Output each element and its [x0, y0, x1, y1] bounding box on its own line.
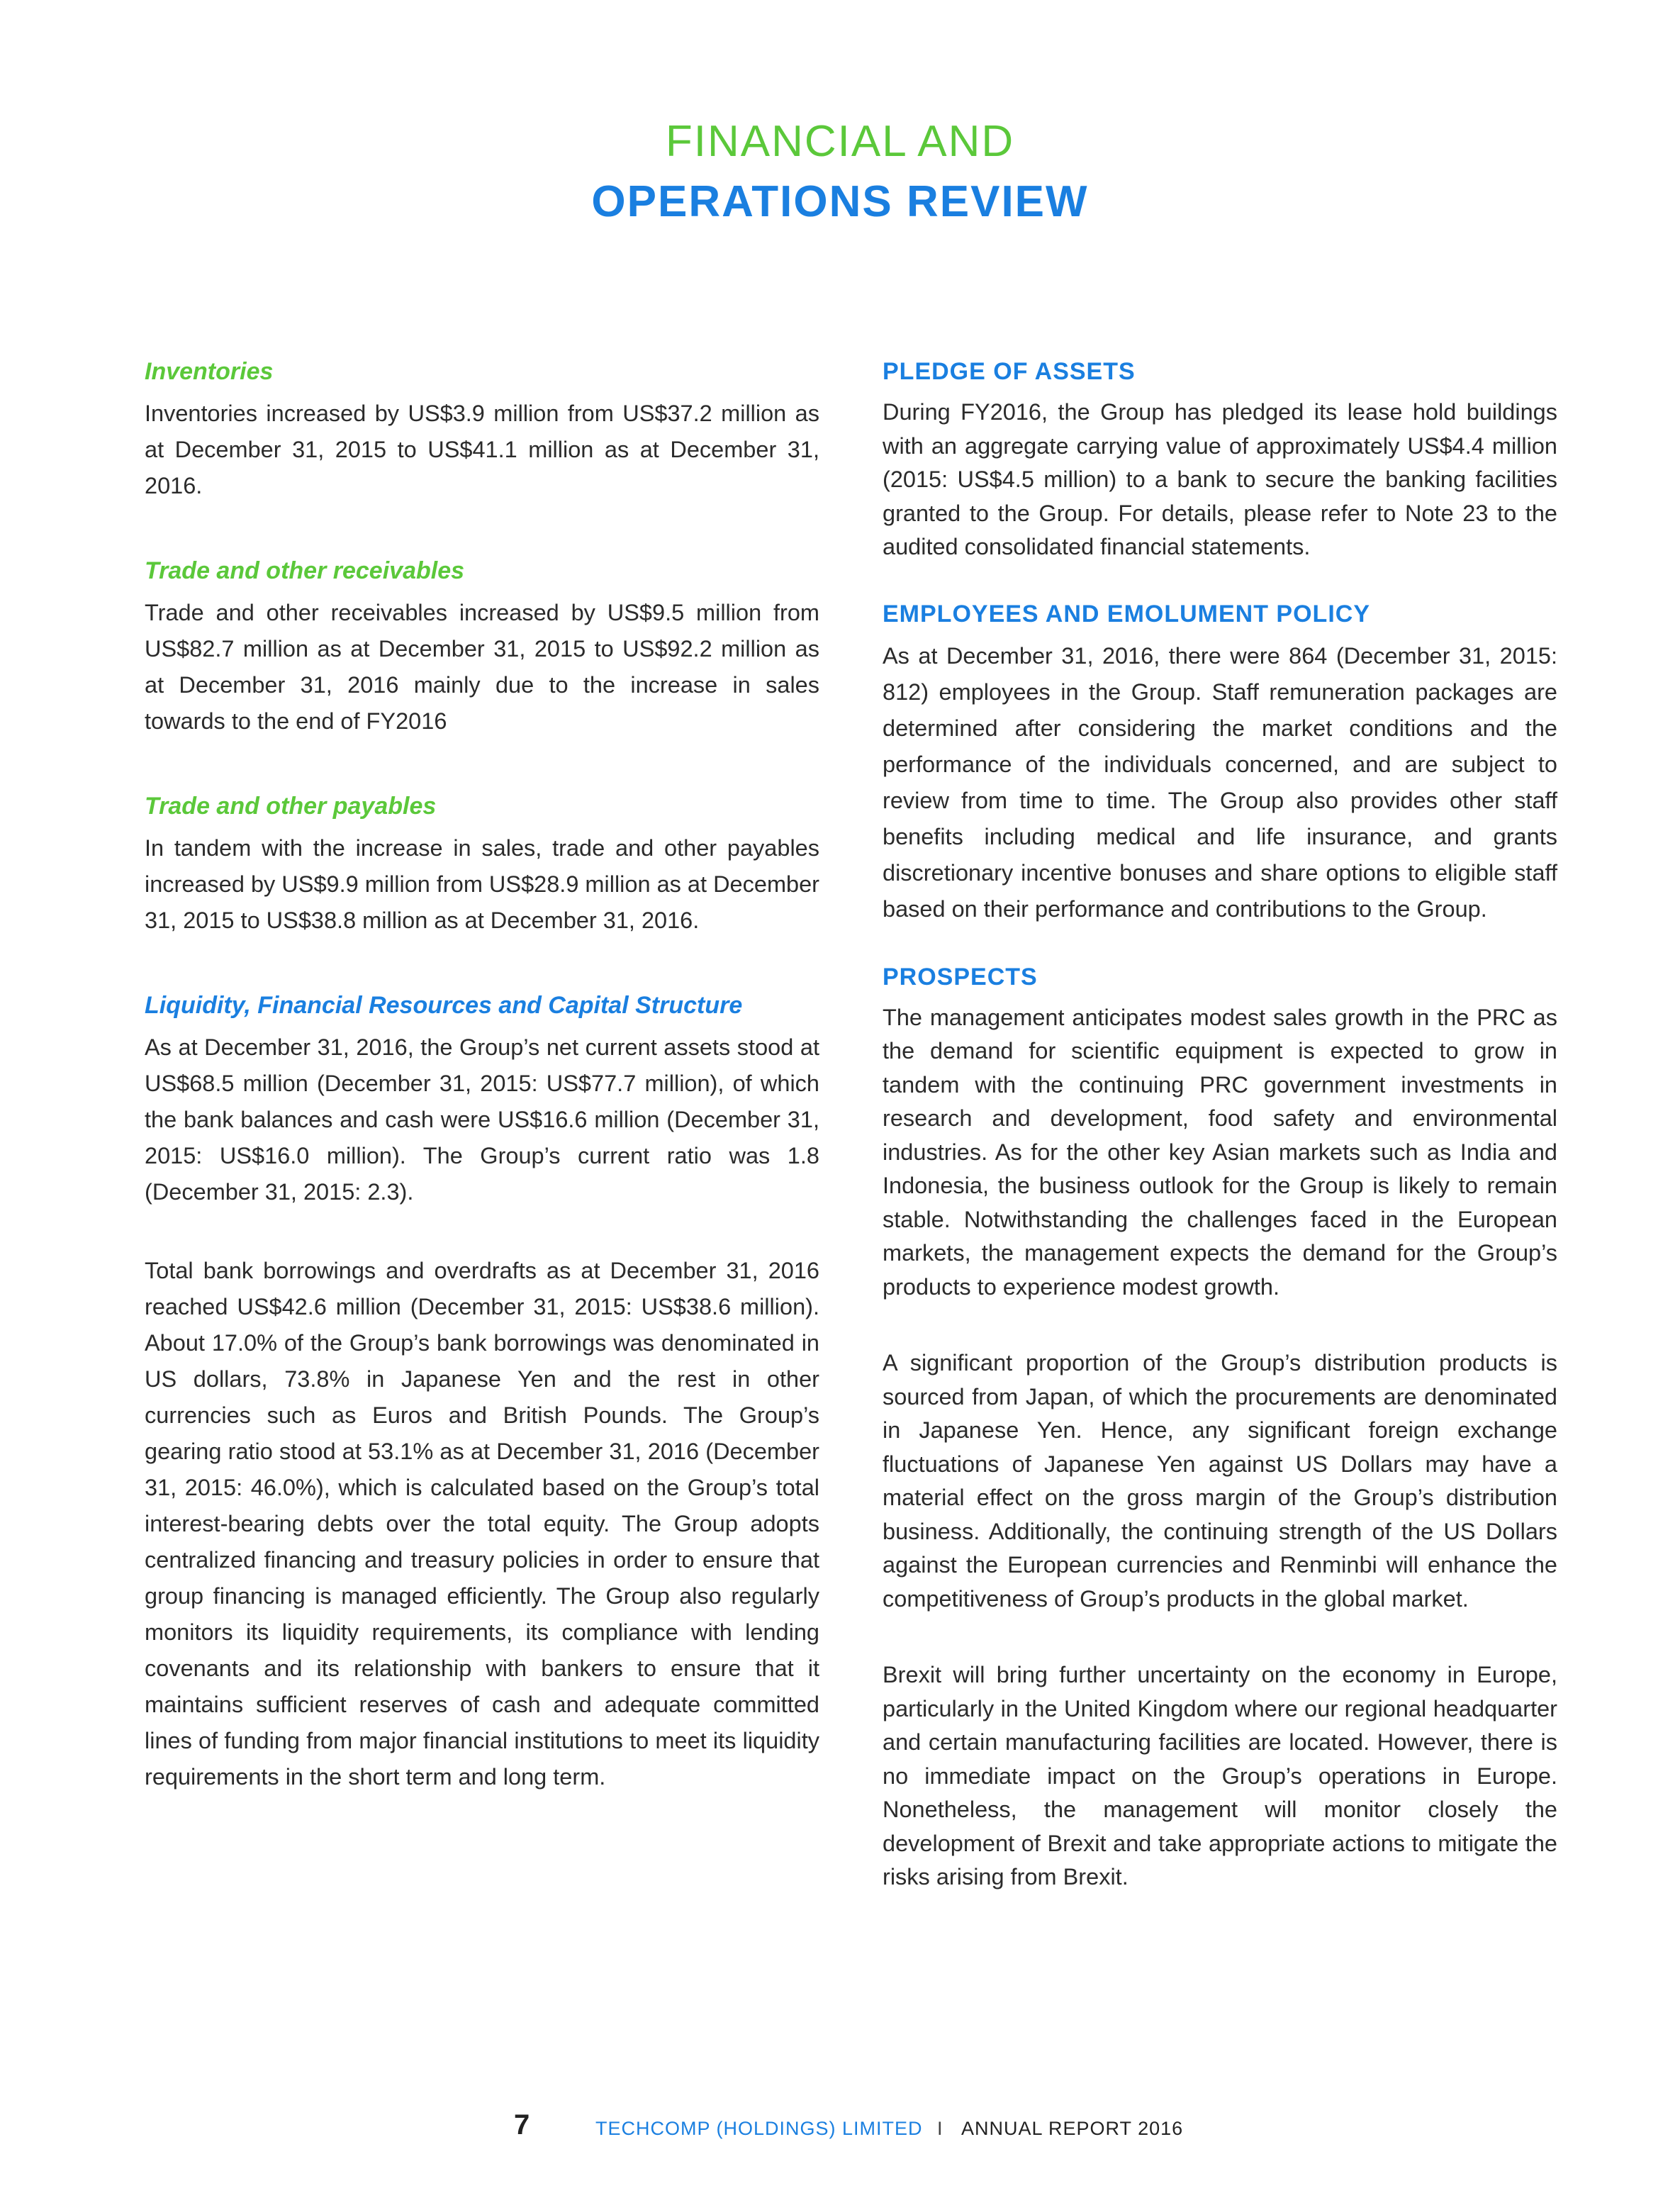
pledge-text: During FY2016, the Group has pledged its lease hold buildings with an aggregate carrying value of approximately US$4.4 million (2015: US$4.5 million) to a bank to secure the banking facilities granted to the Group. For details, please refer to Note 23 to the audited consolidated financial statements.	[883, 399, 1557, 559]
pledge-heading: PLEDGE OF ASSETS	[883, 358, 1136, 385]
liquidity-text-1: As at December 31, 2016, the Group’s net current assets stood at US$68.5 million (December 31, 2015: US$77.7 million), of which the bank balances and cash were US$16.6 million (December 31, 2015: US$16.0 million). The Group’s current ratio was 1.8 (December 31, 2015: 2.3).	[145, 1034, 819, 1205]
footer-company: TECHCOMP (HOLDINGS) LIMITED	[595, 2118, 923, 2139]
payables-heading: Trade and other payables	[145, 793, 437, 820]
page-number: 7	[514, 2109, 530, 2140]
liquidity-heading: Liquidity, Financial Resources and Capital Structure	[145, 992, 743, 1019]
section-pledge	[883, 355, 1557, 564]
title-line-2: OPERATIONS REVIEW	[591, 177, 1089, 226]
right-column	[883, 355, 1557, 1894]
footer-separator: I	[937, 2118, 943, 2139]
prospects-text-3: Brexit will bring further uncertainty on the economy in Europe, particularly in the United Kingdom where our regional headquarter and certain manufacturing facilities are located. However, there is no immediate impact on the Group’s operations in Europe. Nonetheless, the management will monitor closely the development of Brexit and take appropriate actions to mitigate the risks arising from Brexit.	[883, 1662, 1557, 1890]
section-employees	[883, 597, 1557, 927]
section-inventories	[145, 355, 819, 504]
footer-report-title: ANNUAL REPORT 2016	[961, 2118, 1184, 2139]
employees-heading: EMPLOYEES AND EMOLUMENT POLICY	[883, 600, 1371, 627]
section-receivables	[145, 554, 819, 739]
liquidity-text-2: Total bank borrowings and overdrafts as at December 31, 2016 reached US$42.6 million (December 31, 2015: US$38.6 million). About 17.0% of the Group’s bank borrowings was denominated in US dollars, 73.8% in Japanese Yen and the rest in other currencies such as Euros and British Pounds. The Group’s gearing ratio stood at 53.1% as at December 31, 2016 (December 31, 2015: 46.0%), which is calculated based on the Group’s total interest-bearing debts over the total equity. The Group adopts centralized financing and treasury policies in order to ensure that group financing is managed efficiently. The Group also regularly monitors its liquidity requirements, its compliance with lending covenants and its relationship with bankers to ensure that it maintains sufficient reserves of cash and adequate committed lines of funding from major financial institutions to meet its liquidity requirements in the short term and long term.	[145, 1258, 819, 1790]
title-line-1: FINANCIAL AND	[665, 117, 1015, 166]
receivables-heading: Trade and other receivables	[145, 557, 465, 584]
section-payables	[145, 789, 819, 939]
prospects-text-1: The management anticipates modest sales growth in the PRC as the demand for scientific equipment is expected to grow in tandem with the continuing PRC government investments in research and development, food safety and environmental industries. As for the other key Asian markets such as India and Indonesia, the business outlook for the Group is likely to remain stable. Notwithstanding the challenges faced in the European markets, the management expects the demand for the Group’s products to experience modest growth.	[883, 1004, 1557, 1300]
section-liquidity	[145, 988, 819, 1795]
inventories-text: Inventories increased by US$3.9 million from US$37.2 million as at December 31, 2015 to US$41.1 million as at December 31, 2016.	[145, 401, 819, 498]
employees-text: As at December 31, 2016, there were 864 (December 31, 2015: 812) employees in the Group. Staff remuneration packages are determined after considering the market conditions and the performance of the individuals concerned, and are subject to review from time to time. The Group also provides other staff benefits including medical and life insurance, and grants discretionary incentive bonuses and share options to eligible staff based on their performance and contributions to the Group.	[883, 642, 1557, 922]
page-title	[0, 113, 1680, 234]
page-footer	[0, 2109, 1680, 2152]
prospects-heading: PROSPECTS	[883, 963, 1038, 990]
payables-text: In tandem with the increase in sales, trade and other payables increased by US$9.9 million from US$28.9 million as at December 31, 2015 to US$38.8 million as at December 31, 2016.	[145, 835, 819, 933]
prospects-text-2: A significant proportion of the Group’s distribution products is sourced from Japan, of which the procurements are denominated in Japanese Yen. Hence, any significant foreign exchange fluctuations of Japanese Yen against US Dollars may have a material effect on the gross margin of the Group’s distribution business. Additionally, the continuing strength of the US Dollars against the European currencies and Renminbi will enhance the competitiveness of Group’s products in the global market.	[883, 1350, 1557, 1612]
left-column	[145, 355, 819, 1795]
inventories-heading: Inventories	[145, 358, 274, 385]
section-prospects	[883, 960, 1557, 1894]
receivables-text: Trade and other receivables increased by US$9.5 million from US$82.7 million as at December 31, 2015 to US$92.2 million as at December 31, 2016 mainly due to the increase in sales towards to the end of FY2016	[145, 600, 819, 734]
